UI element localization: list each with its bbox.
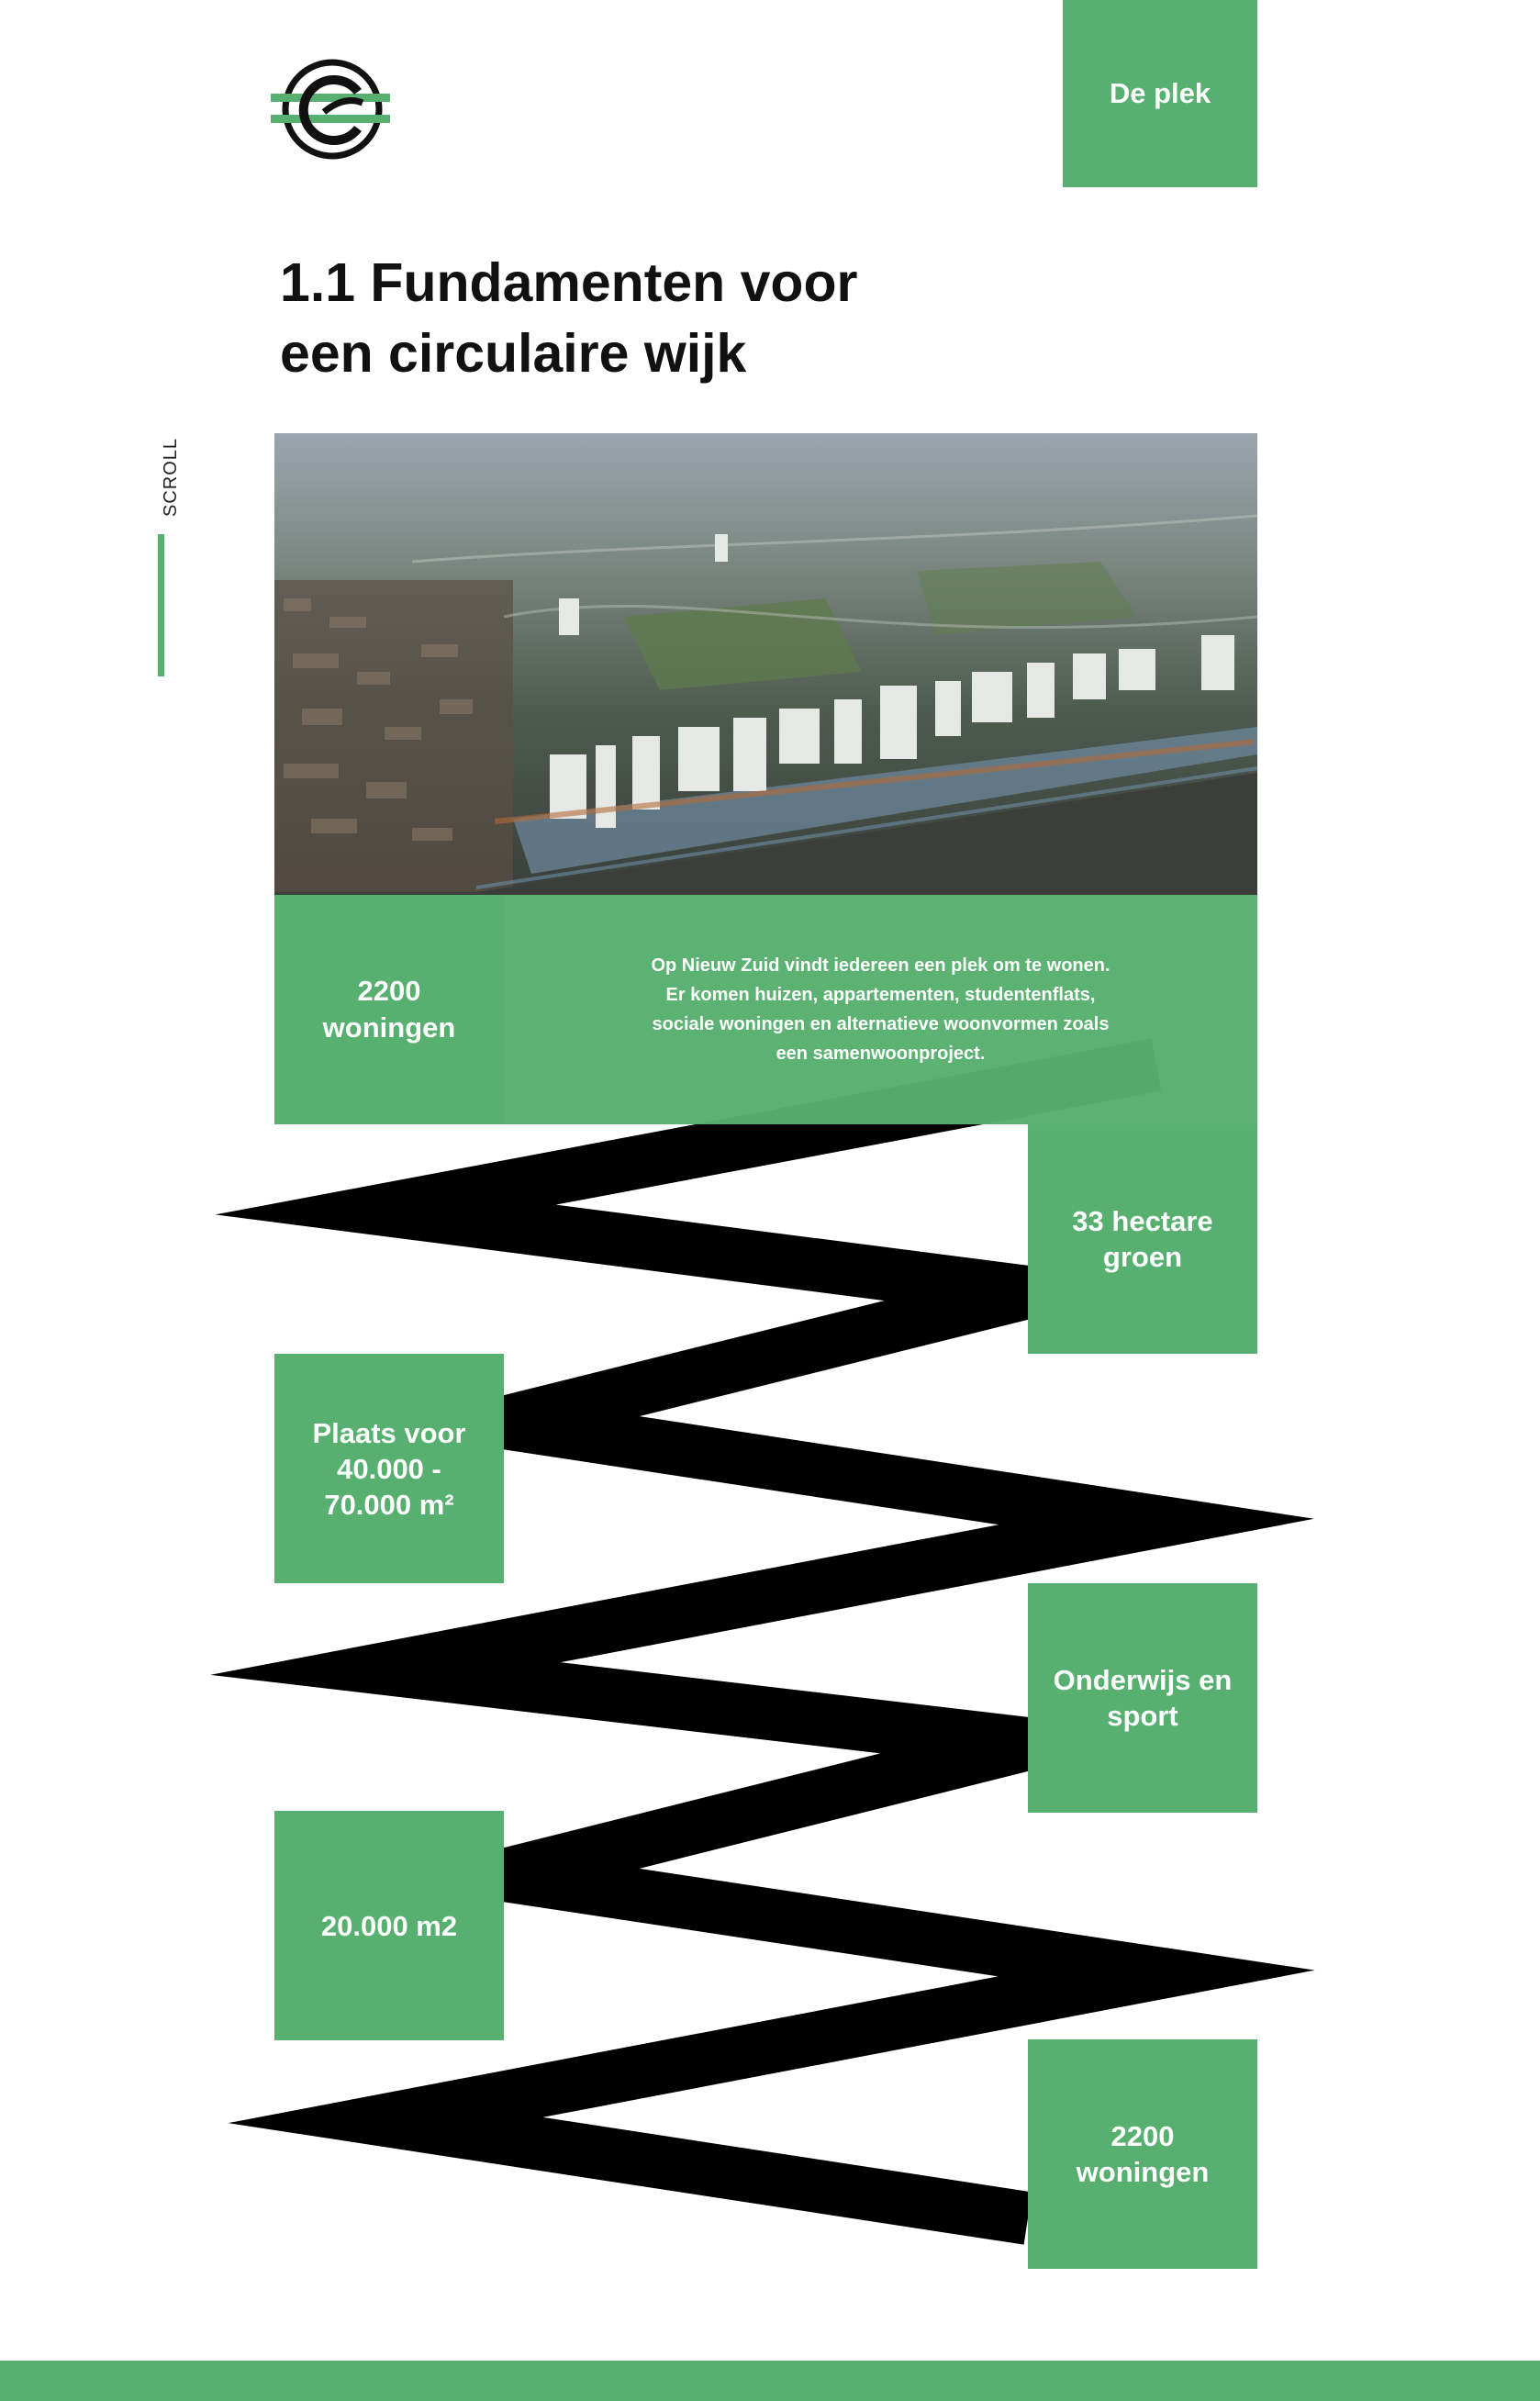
intro-description: Op Nieuw Zuid vindt iedereen een plek om te wonen. Er komen huizen, appartementen, studentenflats, sociale woningen en alternatieve woonvormen zoals een samenwoonproject.	[504, 895, 1257, 1124]
footer-bar	[0, 2361, 1540, 2401]
scroll-label: SCROLL	[161, 437, 181, 518]
stat-label: Plaats voor 40.000 - 70.000 m²	[312, 1416, 466, 1521]
stat-box-woningen	[1028, 2039, 1257, 2269]
stat-box-onderwijs-sport	[1028, 1583, 1257, 1813]
stat-label: 2200 woningen	[1076, 2120, 1210, 2188]
stat-label: Onderwijs en sport	[1053, 1664, 1233, 1732]
stat-box-plaats-voor	[274, 1354, 504, 1583]
stat-label: 33 hectare groen	[1072, 1205, 1213, 1273]
stat-box-woningen-intro	[274, 895, 504, 1124]
nav-de-plek-label: De plek	[1109, 77, 1211, 109]
stat-label: 2200 woningen	[322, 975, 456, 1044]
nav-de-plek-button[interactable]	[1063, 0, 1257, 187]
page-title	[280, 248, 922, 389]
hero-aerial-image	[274, 433, 1257, 895]
stat-box-hectare-groen	[1028, 1124, 1257, 1354]
logo-icon[interactable]	[271, 57, 395, 162]
intro-section	[274, 895, 1257, 1124]
stat-label: 20.000 m2	[320, 1909, 458, 1942]
stat-box-m2	[274, 1811, 504, 2040]
scroll-line-icon	[158, 534, 164, 676]
scroll-indicator[interactable]	[142, 431, 179, 707]
page-title-line1: 1.1 Fundamenten voor	[280, 252, 858, 313]
page-title-line2: een circulaire wijk	[280, 323, 747, 384]
